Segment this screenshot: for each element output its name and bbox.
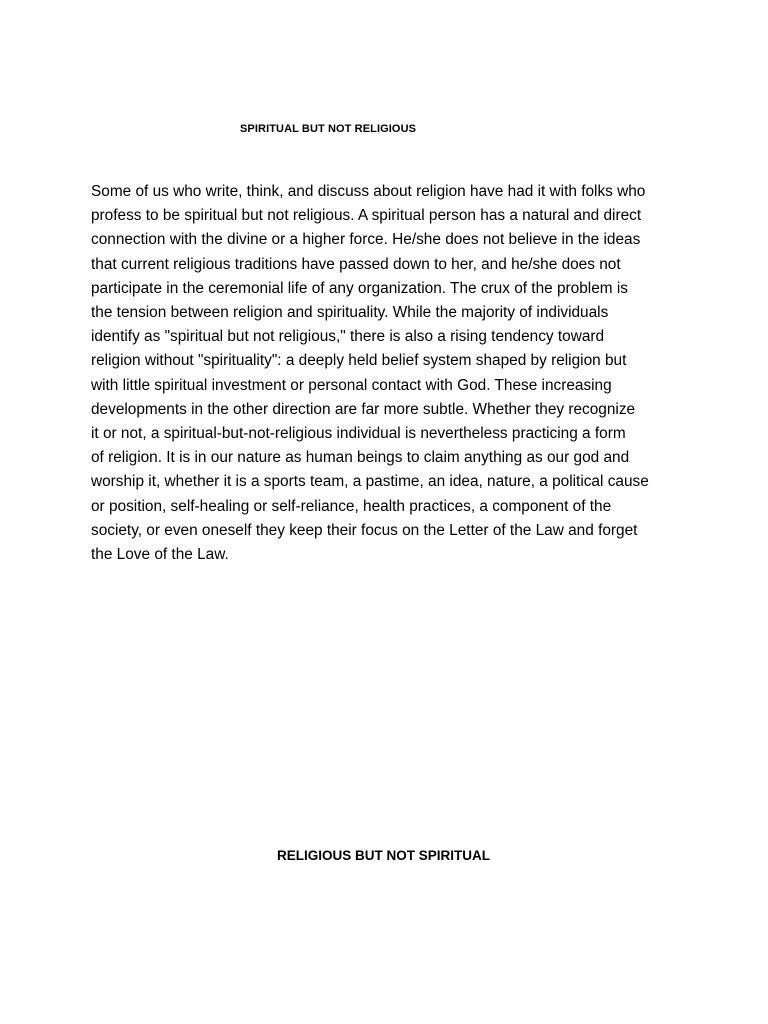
- body-paragraph: [91, 180, 691, 567]
- paragraph-line: with little spiritual investment or personal contact with God. These increasing: [91, 376, 612, 394]
- paragraph-line: or position, self-healing or self-reliance, health practices, a component of the: [91, 497, 612, 515]
- paragraph-line: of religion. It is in our nature as human beings to claim anything as our god and: [91, 449, 630, 467]
- paragraph-line: the tension between religion and spirituality. While the majority of individuals: [91, 304, 609, 322]
- paragraph-line: religion without "spirituality": a deeply held belief system shaped by religion but: [91, 352, 627, 370]
- paragraph-line: that current religious traditions have passed down to her, and he/she does not: [91, 255, 621, 273]
- paragraph-line: worship it, whether it is a sports team, a pastime, an idea, nature, a political cause: [91, 473, 649, 491]
- paragraph-line: profess to be spiritual but not religious. A spiritual person has a natural and direct: [91, 207, 642, 225]
- paragraph-line: connection with the divine or a higher force. He/she does not believe in the ideas: [91, 231, 641, 249]
- paragraph-line: it or not, a spiritual-but-not-religious individual is nevertheless practicing a form: [91, 425, 626, 443]
- section-heading-religious: RELIGIOUS BUT NOT SPIRITUAL: [277, 848, 491, 863]
- paragraph-line: society, or even oneself they keep their focus on the Letter of the Law and forget: [91, 521, 638, 539]
- paragraph-line: developments in the other direction are far more subtle. Whether they recognize: [91, 400, 636, 418]
- section-heading-spiritual: SPIRITUAL BUT NOT RELIGIOUS: [240, 123, 417, 135]
- paragraph-line: participate in the ceremonial life of any organization. The crux of the problem is: [91, 279, 628, 297]
- paragraph-line: identify as "spiritual but not religious," there is also a rising tendency toward: [91, 328, 605, 346]
- paragraph-line: Some of us who write, think, and discuss about religion have had it with folks who: [91, 183, 646, 200]
- paragraph-line: the Love of the Law.: [91, 546, 229, 564]
